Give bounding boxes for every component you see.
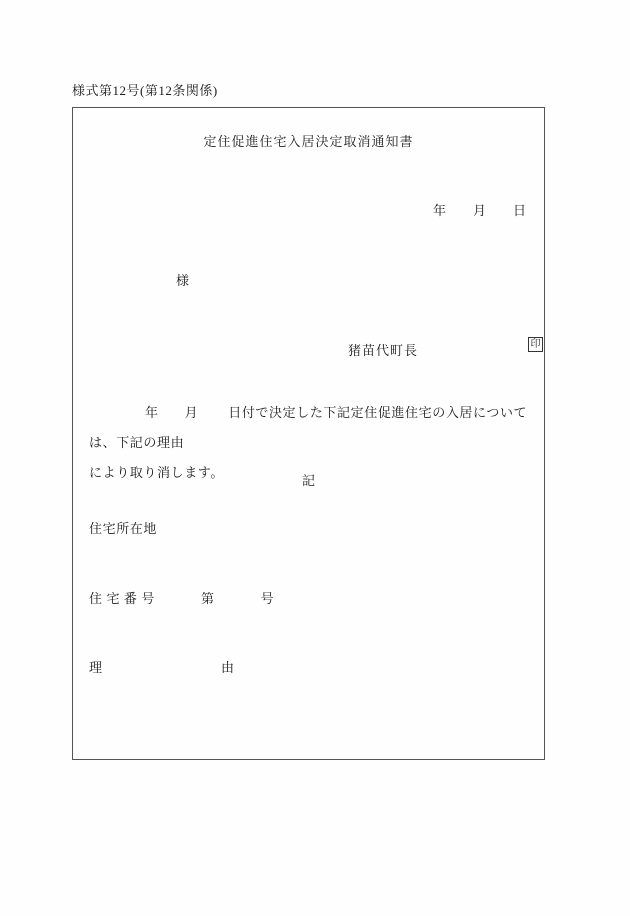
field-housing-number-label: 住 宅 番 号 [89, 591, 155, 606]
cancel-date-month-label: 月 [184, 405, 199, 420]
issue-date-day-label: 日 [513, 203, 528, 218]
body-line-1: 日付で決定した下記定住促進住宅の入居については、下記の理由 [89, 405, 528, 450]
form-border-box [72, 107, 545, 760]
issuer-name: 猪苗代町長 [348, 343, 419, 358]
field-housing-number [89, 588, 274, 607]
issue-date-year-label: 年 [433, 203, 448, 218]
field-reason [89, 657, 254, 676]
field-housing-number-suffix: 号 [260, 591, 275, 606]
cancel-date-year-label: 年 [145, 405, 159, 420]
ki-section-mark: 記 [301, 473, 315, 488]
seal-stamp-box: 印 [528, 337, 543, 352]
field-housing-number-prefix: 第 [200, 591, 215, 606]
form-number-label: 様式第12号(第12条関係) [72, 83, 218, 98]
page-title: 定住促進住宅入居決定取消通知書 [203, 134, 414, 149]
issue-date-month-label: 月 [473, 203, 488, 218]
field-reason-label: 理 由 [89, 660, 255, 675]
body-line-2: により取り消します。 [89, 465, 224, 480]
field-housing-location [89, 518, 157, 537]
field-housing-location-label: 住宅所在地 [89, 521, 158, 536]
addressee-honorific: 様 [176, 273, 190, 288]
